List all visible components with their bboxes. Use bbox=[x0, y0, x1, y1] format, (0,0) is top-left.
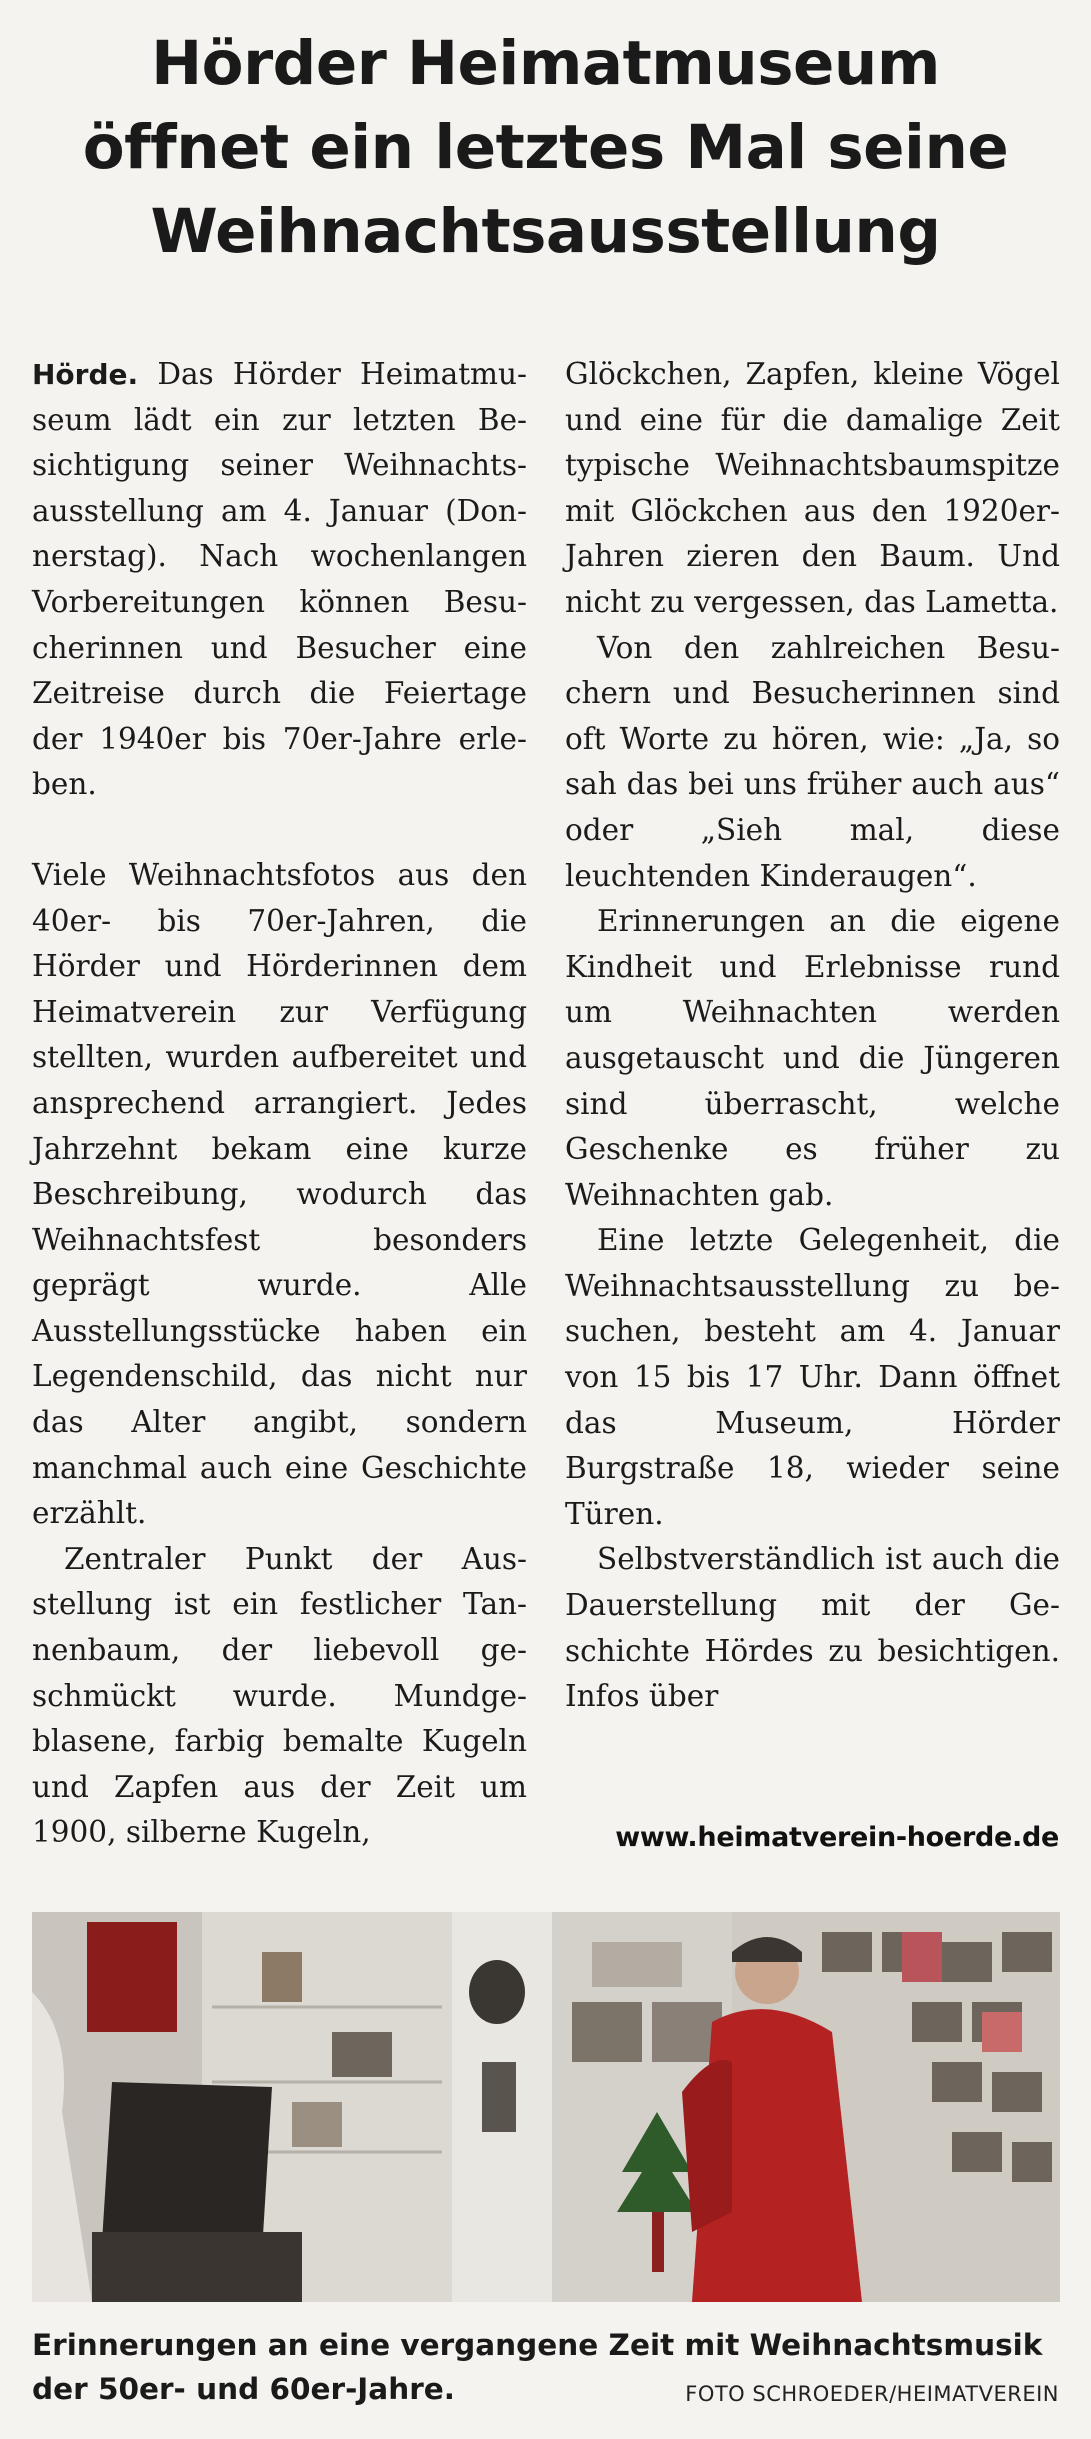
paragraph-3: Zentraler Punkt der Ausstellung ist ein festlicher Tannenbaum, der liebevoll geschmückt wurde. Mundgeblasene, farbig bemalte Kugeln und Zapfen aus der Zeit um 1900, silberne Kugeln, bbox=[32, 1541, 527, 1850]
headline-line-3: Weihnachtsausstellung bbox=[150, 196, 941, 267]
paragraph-7: Eine letzte Gelegenheit, die Weihnachtsausstellung zu besuchen, besteht am 4. Januar von 15 bis 17 Uhr. Dann öffnet das Museum, Hörder Burgstraße 18, wieder seine Türen. bbox=[565, 1223, 1060, 1531]
photo-credit: FOTO SCHROEDER/HEIMATVEREIN bbox=[685, 2382, 1059, 2406]
photo-caption: Erinnerungen an eine vergangene Zeit mit Weihnachtsmusik der 50er- und 60er-Jahre. bbox=[32, 2328, 1043, 2406]
paragraph-1-text: Das Hörder Heimatmuseum lädt ein zur letzten Besichtigung seiner Weihnachtsausstellung am 4. Januar (Donnerstag). Nach wochenlangen Vorbereitungen können Besucherinnen und Besucher eine Zeitreise durch die Feiertage der 1940er bis 70er-Jahre erleben. bbox=[32, 357, 527, 802]
paragraph-6: Erinnerungen an die eigene Kindheit und Erlebnisse rund um Weihnachten werden ausgetauscht und die Jüngeren sind überrascht, welche Geschenke es früher zu Weihnachten gab. bbox=[565, 904, 1060, 1212]
right-column bbox=[565, 352, 1060, 1720]
article-body bbox=[32, 352, 1060, 1872]
headline bbox=[20, 22, 1071, 274]
paragraph-4: Glöckchen, Zapfen, kleine Vögel und eine für die damalige Zeit typische Weihnachtsbaumspitze mit Glöckchen aus den 1920er-Jahren zieren den Baum. Und nicht zu vergessen, das Lametta. bbox=[565, 357, 1060, 619]
website-link[interactable]: www.heimatverein-hoerde.de bbox=[615, 1822, 1059, 1853]
left-column bbox=[32, 352, 527, 1856]
headline-line-2: öffnet ein letztes Mal seine bbox=[82, 112, 1009, 183]
paragraph-2: Viele Weihnachtsfotos aus den 40er- bis 70er-Jahren, die Hörder und Hörderinnen dem Heimatverein zur Verfügung stellten, wurden aufbereitet und ansprechend arrangiert. Jedes Jahrzehnt bekam eine kurze Beschreibung, wodurch das Weihnachtsfest besonders geprägt wurde. Alle Ausstellungsstücke haben ein Legendenschild, das nicht nur das Alter angibt, sondern manchmal auch eine Geschichte erzählt. bbox=[32, 857, 527, 1531]
dateline: Hörde. bbox=[32, 358, 139, 391]
exhibition-photo bbox=[32, 1912, 1060, 2302]
paragraph-8: Selbstverständlich ist auch die Dauerstellung mit der Geschichte Hördes zu besichtigen. Infos über bbox=[565, 1542, 1060, 1714]
paragraph-1 bbox=[32, 352, 527, 808]
headline-line-1: Hörder Heimatmuseum bbox=[151, 28, 940, 99]
paragraph-5: Von den zahlreichen Besuchern und Besucherinnen sind oft Worte zu hören, wie: „Ja, so sah das bei uns früher auch aus“ oder „Sieh mal, diese leuchtenden Kinderaugen“. bbox=[565, 630, 1060, 893]
exhibition-photo-illustration bbox=[32, 1912, 1060, 2302]
